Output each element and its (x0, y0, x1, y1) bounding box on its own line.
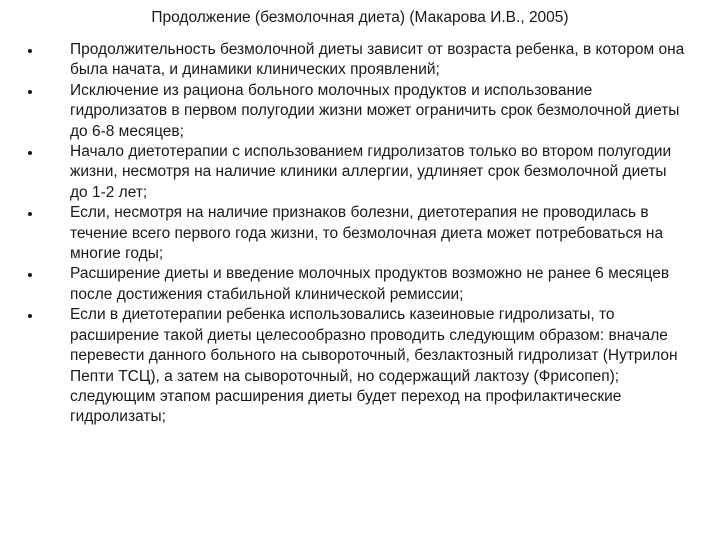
bullet-dot-icon (28, 49, 32, 53)
bullet-dot-icon (28, 273, 32, 277)
bullet-item (28, 203, 688, 264)
slide-title: Продолжение (безмолочная диета) (Макарова И.В., 2005) (151, 9, 569, 26)
bullet-item (28, 142, 688, 203)
bullet-text: Если, несмотря на наличие признаков болезни, диетотерапия не проводилась в течение всего первого года жизни, то безмолочная диета может потребоваться на многие годы; (70, 204, 664, 263)
bullet-dot-icon (28, 90, 32, 94)
bullet-text: Исключение из рациона больного молочных продуктов и использование гидролизатов в первом полугодии жизни может ограничить срок безмолочной диеты до 6-8 месяцев; (70, 81, 680, 140)
bullet-text: Расширение диеты и введение молочных продуктов возможно не ранее 6 месяцев после достижения стабильной клинической ремиссии; (70, 265, 670, 303)
bullet-dot-icon (28, 151, 32, 155)
bullet-item (28, 81, 688, 142)
bullet-text: Начало диетотерапии с использованием гидролизатов только во втором полугодии жизни, несмотря на наличие клиники аллергии, удлиняет срок безмолочной диеты до 1-2 лет; (70, 143, 672, 201)
bullet-dot-icon (28, 212, 32, 216)
bullet-item (28, 264, 688, 305)
bullet-text: Если в диетотерапии ребенка использовались казеиновые гидролизаты, то расширение такой диеты целесообразно проводить следующим образом: вначале перевести данного больного на сывороточный, безлактозный гидролизат (Нутрилон Пепти ТСЦ), а затем на сывороточный, но содержащий лактозу (Фрисопеп); следующим этапом расширения диеты будет переход на профилактические гидролизаты; (70, 306, 678, 426)
bullet-text: Продолжительность безмолочной диеты зависит от возраста ребенка, в котором она была начата, и динамики клинических проявлений; (70, 41, 685, 79)
bullet-item (28, 305, 688, 427)
bullet-list (28, 40, 688, 428)
bullet-dot-icon (28, 314, 32, 318)
bullet-item (28, 40, 688, 81)
